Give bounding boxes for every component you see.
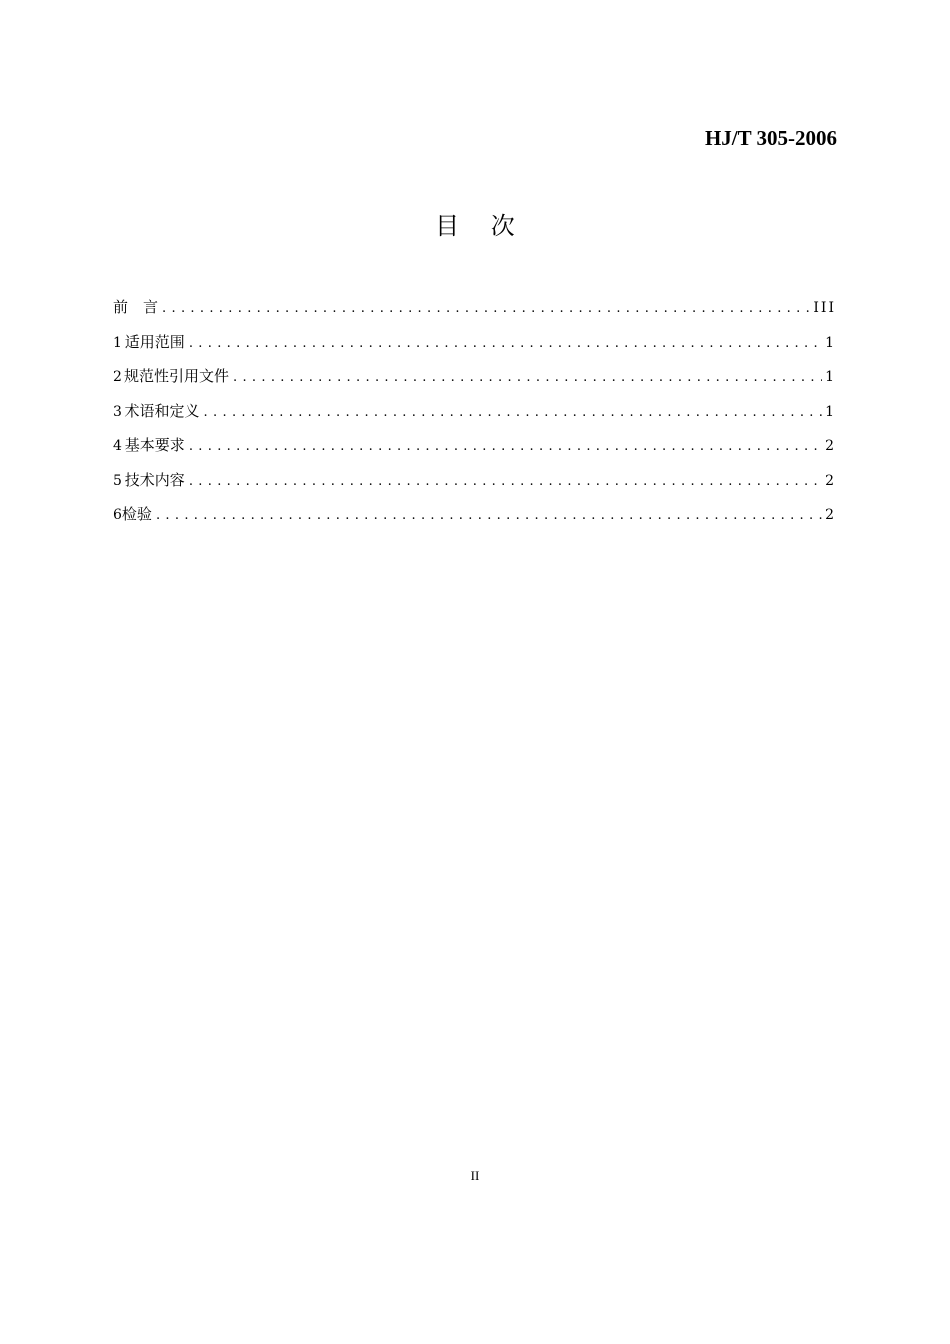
toc-entry-normative-references[interactable] [113, 363, 836, 398]
toc-entry-page: 1 [825, 334, 836, 351]
toc-entry-number: 5 [113, 472, 122, 489]
toc-entry-number: 6 [113, 507, 122, 523]
table-of-contents [113, 294, 836, 536]
toc-entry-basic-requirements[interactable] [113, 432, 836, 467]
toc-entry-number: 3 [113, 403, 122, 420]
toc-entry-page: 1 [825, 403, 836, 420]
page-number: II [470, 1168, 480, 1183]
toc-leader-dots [162, 296, 810, 322]
toc-entry-page: 2 [825, 507, 836, 523]
toc-leader-dots [189, 331, 822, 357]
toc-entry-terms-definitions[interactable] [113, 398, 836, 433]
toc-entry-inspection[interactable] [113, 501, 836, 536]
toc-title: 目 次 [435, 212, 527, 240]
toc-entry-number: 1 [113, 334, 122, 351]
toc-entry-label: 技术内容 [124, 470, 185, 489]
toc-entry-technical-content[interactable] [113, 467, 836, 502]
toc-entry-foreword[interactable] [113, 294, 836, 329]
toc-entry-page: 2 [825, 438, 836, 454]
toc-entry-number: 2 [113, 369, 122, 385]
toc-leader-dots [189, 469, 822, 495]
toc-entry-scope[interactable] [113, 329, 836, 364]
toc-entry-label: 基本要求 [124, 436, 185, 454]
toc-entry-number: 4 [113, 438, 122, 454]
toc-entry-label: 前 言 [113, 298, 159, 316]
toc-leader-dots [233, 365, 822, 391]
toc-leader-dots [204, 400, 823, 426]
toc-entry-label: 检验 [121, 505, 152, 523]
document-code: HJ/T 305-2006 [704, 126, 837, 150]
toc-leader-dots [189, 434, 822, 460]
toc-entry-page: III [813, 300, 836, 316]
toc-entry-label: 适用范围 [124, 332, 185, 351]
toc-leader-dots [156, 503, 822, 529]
toc-entry-page: 2 [825, 472, 836, 489]
toc-entry-page: 1 [825, 369, 836, 385]
toc-entry-label: 规范性引用文件 [123, 367, 229, 385]
toc-entry-label: 术语和定义 [124, 401, 200, 420]
